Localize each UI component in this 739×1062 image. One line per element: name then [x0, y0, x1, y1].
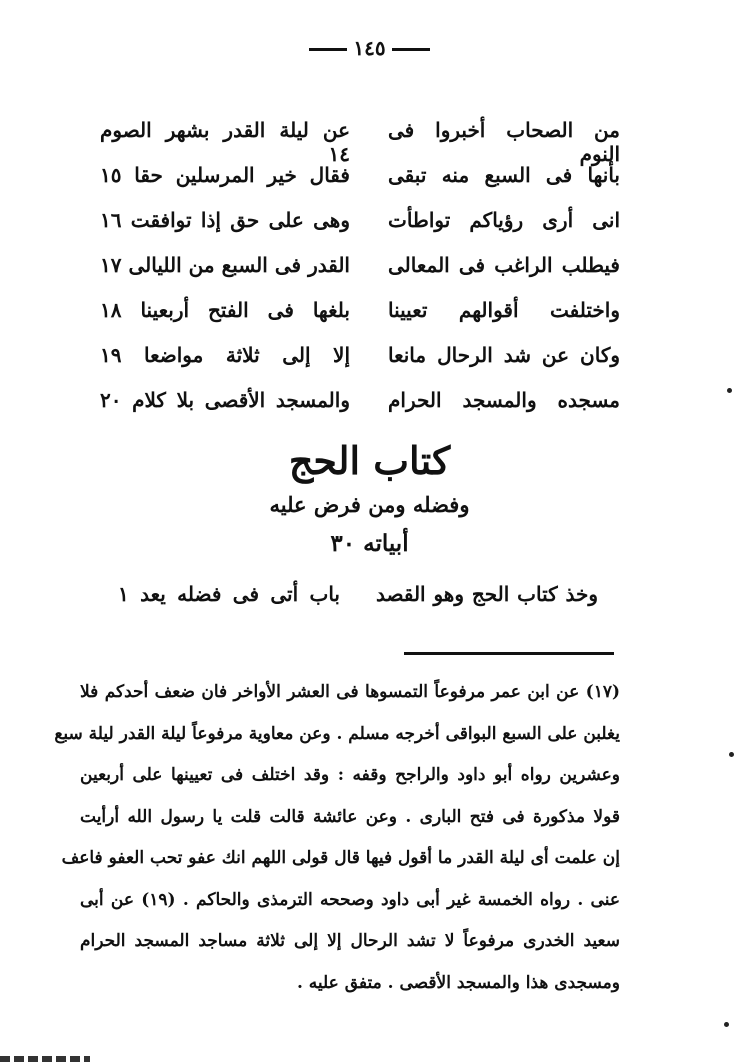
verse-second-hemistich: بلغها فى الفتح أربعينا ١٨	[100, 298, 350, 322]
verse-second-hemistich: إلا إلى ثلاثة مواضعا ١٩	[100, 343, 350, 367]
chapter-title: كتاب الحج	[288, 438, 451, 483]
footnote-line: وعشرين رواه أبو داود والراجح وقفه : وقد اختلف فى تعيينها على أربعين	[80, 765, 620, 785]
page-number-header	[0, 36, 739, 60]
scan-edge-artifact	[0, 1056, 90, 1062]
verse-row	[100, 208, 620, 253]
verse-first-hemistich: انى أرى رؤياكم تواطأت	[388, 208, 620, 232]
page-edge-speck	[727, 388, 732, 393]
footnote-line: يغلبن على السبع البواقى أخرجه مسلم . وعن معاوية مرفوعاً ليلة القدر ليلة سبع	[54, 723, 620, 744]
chapter-subtitle: وفضله ومن فرض عليه	[269, 492, 470, 517]
chapter-opening-verse	[118, 582, 598, 606]
footnote-line: إن علمت أى ليلة القدر ما أقول فيها قال قولى اللهم انك عفو تحب العفو فاعف	[61, 848, 620, 868]
verse-row	[100, 388, 620, 433]
verse-first-hemistich: وخذ كتاب الحج وهو القصد	[376, 582, 598, 606]
page-edge-speck	[729, 752, 734, 757]
verse-first-hemistich: بأنها فى السبع منه تبقى	[388, 163, 620, 187]
verse-second-hemistich: فقال خير المرسلين حقا ١٥	[100, 163, 350, 187]
footnote-line: سعيد الخدرى مرفوعاً لا تشد الرحال إلا إلى ثلاثة مساجد المسجد الحرام	[80, 931, 620, 951]
verse-second-hemistich: وهى على حق إذا توافقت ١٦	[100, 208, 350, 232]
verse-first-hemistich: وكان عن شد الرحال مانعا	[388, 343, 620, 367]
verse-row	[100, 343, 620, 388]
footnote-line: (١٧) عن ابن عمر مرفوعاً التمسوها فى العشر الأواخر فان ضعف أحدكم فلا	[80, 682, 620, 702]
chapter-verse-count: أبياته ٣٠	[330, 530, 409, 557]
footnote-line: قولا مذكورة فى فتح البارى . وعن عائشة قالت قلت يا رسول الله أرأيت	[80, 806, 620, 827]
verse-first-hemistich: من الصحاب أخبروا فى النوم	[388, 118, 620, 166]
poem-verses	[100, 118, 620, 433]
verse-row	[100, 298, 620, 343]
verse-second-hemistich: باب أتى فى فضله يعد ١	[118, 582, 340, 606]
verse-row	[100, 118, 620, 166]
header-dash-left	[309, 48, 347, 51]
verse-row	[100, 253, 620, 298]
verse-first-hemistich: مسجده والمسجد الحرام	[388, 388, 620, 412]
verse-second-hemistich: والمسجد الأقصى بلا كلام ٢٠	[100, 388, 350, 412]
verse-first-hemistich: فيطلب الراغب فى المعالى	[388, 253, 620, 277]
footnotes	[54, 672, 620, 1004]
verse-second-hemistich: عن ليلة القدر بشهر الصوم ١٤	[100, 118, 350, 166]
verse-first-hemistich: واختلفت أقوالهم تعيينا	[388, 298, 620, 322]
page-edge-speck	[724, 1022, 729, 1027]
footnote-divider	[404, 652, 614, 655]
page-number: ١٤٥	[353, 36, 386, 60]
footnote-line: ومسجدى هذا والمسجد الأقصى . متفق عليه .	[296, 972, 620, 993]
footnote-line: عنى . رواه الخمسة غير أبى داود وصححه الترمذى والحاكم . (١٩) عن أبى	[80, 889, 620, 910]
verse-row	[100, 163, 620, 208]
header-dash-right	[392, 48, 430, 51]
verse-second-hemistich: القدر فى السبع من الليالى ١٧	[100, 253, 350, 277]
